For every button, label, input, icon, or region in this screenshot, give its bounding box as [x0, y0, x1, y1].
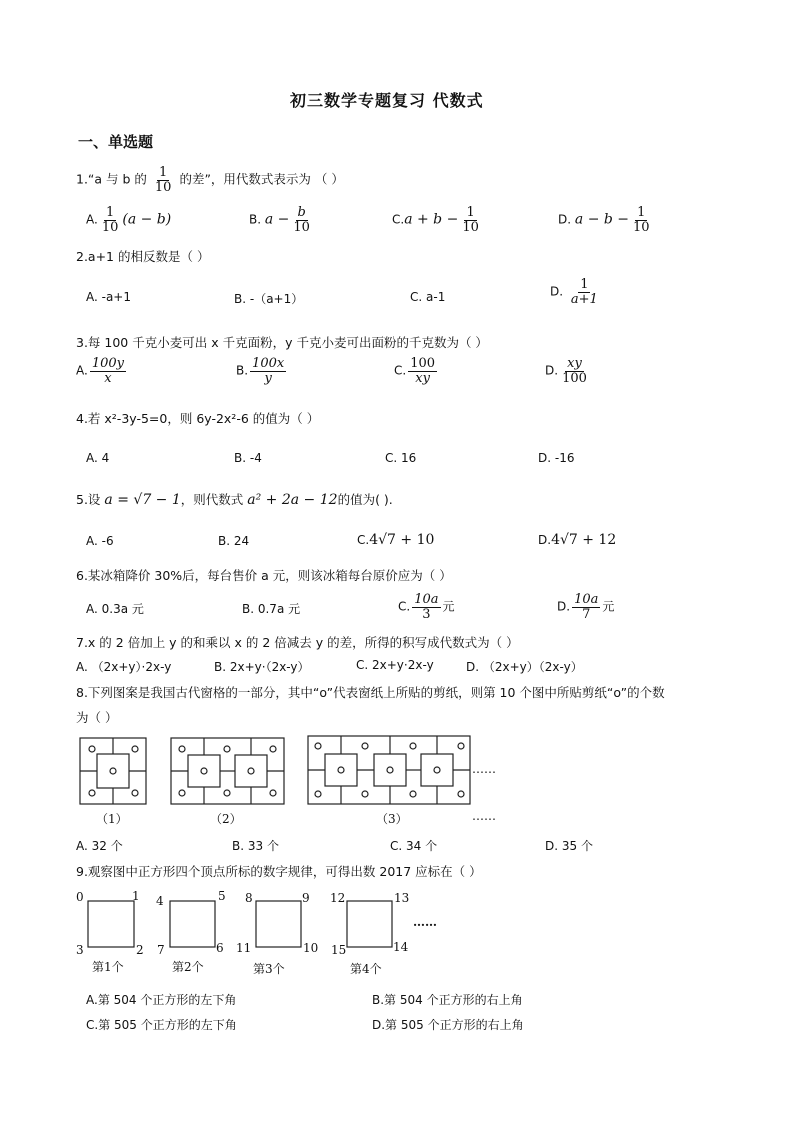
q5-formula-a: a = √7 − 1 — [104, 492, 181, 508]
q4-option-c[interactable]: C. 16 — [385, 451, 417, 465]
q1-suffix: 的差”，用代数式表示为 （ ） — [179, 171, 344, 187]
q9-ellipsis: …… — [413, 915, 437, 929]
q9-label-0: 0 — [76, 890, 84, 904]
q9-label-5: 5 — [218, 889, 226, 903]
q8-option-b[interactable]: B. 33 个 — [232, 839, 279, 853]
q5-option-c[interactable]: C.4√7 + 10 — [357, 532, 435, 548]
q9-label-15: 15 — [331, 943, 347, 957]
q3-option-a[interactable]: A. $\frac{100y}{x}$ — [76, 356, 124, 386]
section-heading: 一、单选题 — [78, 133, 154, 151]
q8-figure-2 — [171, 738, 284, 804]
q9-label-11: 11 — [236, 941, 252, 955]
q5-option-d[interactable]: D.4√7 + 12 — [538, 532, 617, 548]
q9-square-4 — [347, 901, 392, 947]
q9-caption-1: 第1个 — [92, 960, 124, 974]
q9-label-3: 3 — [76, 943, 84, 957]
q9-label-2: 2 — [136, 943, 144, 957]
q2-option-b[interactable]: B. -（a+1） — [234, 292, 304, 306]
q9-label-10: 10 — [303, 941, 319, 955]
q9-label-4: 4 — [156, 894, 164, 908]
q6-option-d[interactable]: D. $\frac{10a}{7}$ 元 — [557, 592, 615, 622]
q8-option-d[interactable]: D. 35 个 — [545, 839, 593, 853]
q1-option-b[interactable]: B. a − $\frac{b}{10}$ — [249, 205, 310, 235]
q9-label-6: 6 — [216, 941, 224, 955]
question-1 — [76, 166, 344, 194]
question-4: 4.若 x²-3y-5=0，则 6y-2x²-6 的值为（ ） — [76, 411, 320, 426]
q9-label-14: 14 — [393, 940, 409, 954]
q3-option-c[interactable]: C. $\frac{100}{xy}$ — [394, 356, 436, 386]
q2-option-a[interactable]: A. -a+1 — [86, 290, 131, 304]
q8-caption-2: （2） — [210, 812, 242, 826]
q9-option-d[interactable]: D.第 505 个正方形的右上角 — [372, 1018, 524, 1032]
q9-caption-4: 第4个 — [350, 962, 382, 976]
q3-option-b[interactable]: B. $\frac{100x}{y}$ — [236, 356, 285, 386]
q5-option-b[interactable]: B. 24 — [218, 534, 250, 548]
q8-caption-3: （3） — [376, 812, 408, 826]
page-title: 初三数学专题复习 代数式 — [290, 91, 484, 110]
q4-option-a[interactable]: A. 4 — [86, 451, 110, 465]
question-6: 6.某冰箱降价 30%后，每台售价 a 元，则该冰箱每台原价应为（ ） — [76, 568, 452, 583]
q6-option-c[interactable]: C. $\frac{10a}{3}$ 元 — [398, 592, 455, 622]
q9-label-8: 8 — [245, 891, 253, 905]
question-8: 8.下列图案是我国古代窗格的一部分，其中“o”代表窗纸上所贴的剪纸，则第 10 个图中所贴剪纸“o”的个数 — [76, 685, 665, 700]
q6-option-a[interactable]: A. 0.3a 元 — [86, 602, 144, 616]
q2-option-c[interactable]: C. a-1 — [410, 290, 446, 304]
q8-ellipsis-bottom: …… — [472, 809, 496, 823]
q9-caption-3: 第3个 — [253, 962, 285, 976]
q7-option-a[interactable]: A. （2x+y）·2x-y — [76, 660, 172, 674]
q9-label-9: 9 — [302, 891, 310, 905]
question-8-cont: 为（ ） — [76, 710, 118, 725]
q4-option-b[interactable]: B. -4 — [234, 451, 262, 465]
q9-option-c[interactable]: C.第 505 个正方形的左下角 — [86, 1018, 237, 1032]
q8-option-a[interactable]: A. 32 个 — [76, 839, 123, 853]
q1-option-c[interactable]: C.a + b − $\frac{1}{10}$ — [392, 205, 479, 235]
question-7: 7.x 的 2 倍加上 y 的和乘以 x 的 2 倍减去 y 的差，所得的积写成代数式为（ ） — [76, 635, 519, 650]
q4-option-d[interactable]: D. -16 — [538, 451, 575, 465]
q1-option-a[interactable]: A. $\frac{1}{10}$ (a − b) — [86, 205, 172, 235]
question-9: 9.观察图中正方形四个顶点所标的数字规律，可得出数 2017 应标在（ ） — [76, 864, 482, 879]
q8-ellipsis-top: …… — [472, 762, 496, 776]
q7-option-c[interactable]: C. 2x+y·2x-y — [356, 658, 434, 672]
q9-option-b[interactable]: B.第 504 个正方形的右上角 — [372, 993, 523, 1007]
question-2: 2.a+1 的相反数是（ ） — [76, 249, 210, 264]
q7-option-d[interactable]: D. （2x+y）（2x-y） — [466, 660, 583, 674]
q9-square-1 — [88, 901, 134, 947]
q9-label-7: 7 — [157, 943, 165, 957]
q1-prefix: 1.“a 与 b 的 — [76, 171, 147, 187]
q8-figure-1 — [80, 738, 146, 804]
q9-square-2 — [170, 901, 215, 947]
q1-fraction: $\frac{1}{10}$ — [154, 165, 172, 195]
q9-option-a[interactable]: A.第 504 个正方形的左下角 — [86, 993, 237, 1007]
q5-formula-expr: a² + 2a − 12 — [247, 492, 338, 508]
q6-option-b[interactable]: B. 0.7a 元 — [242, 602, 301, 616]
q9-square-3 — [256, 901, 301, 947]
q7-option-b[interactable]: B. 2x+y·（2x-y） — [214, 660, 310, 674]
q3-option-d[interactable]: D. $\frac{xy}{100}$ — [545, 356, 587, 386]
q9-caption-2: 第2个 — [172, 960, 204, 974]
q8-caption-1: （1） — [96, 812, 128, 826]
question-5: 5.设 a = √7 − 1，则代数式 a² + 2a − 12的值为( ). — [76, 492, 393, 508]
q8-figure-3 — [308, 736, 470, 804]
q5-option-a[interactable]: A. -6 — [86, 534, 114, 548]
q2-option-d[interactable]: D. $\frac{1}{a+1}$ — [550, 277, 598, 307]
question-3: 3.每 100 千克小麦可出 x 千克面粉，y 千克小麦可出面粉的千克数为（ ） — [76, 335, 488, 350]
q9-label-13: 13 — [394, 891, 410, 905]
q1-option-d[interactable]: D. a − b − $\frac{1}{10}$ — [558, 205, 650, 235]
q9-label-1: 1 — [132, 889, 140, 903]
q8-option-c[interactable]: C. 34 个 — [390, 839, 438, 853]
q9-label-12: 12 — [330, 891, 346, 905]
